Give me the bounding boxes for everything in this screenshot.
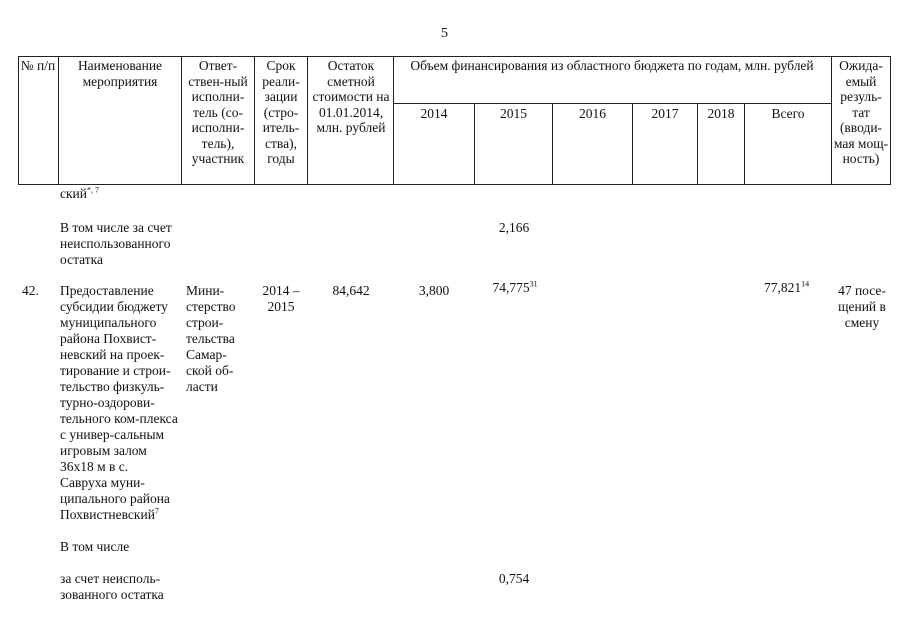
- item-2015: 74,775$^{31}$: [492, 279, 538, 295]
- column-divider: [307, 56, 308, 185]
- row-divider: [393, 103, 831, 104]
- header-year-2015: 2015: [500, 106, 527, 121]
- continuation-tail: ский$^{*, 7}$: [60, 185, 99, 201]
- item-name: Предоставление субсидии бюджету муниципального района Похвист-невский на проек-тирование и строи-тельство физкуль-турно-оздорови-тельного ком-плекса с универ-сальным игровым залом 36х18 м в с. Савруха муни-ципального района Похвистневский$^7$: [60, 283, 178, 522]
- header-total: Всего: [771, 106, 805, 121]
- unused-balance-label-2: за счет неисполь-зованного остатка: [60, 571, 164, 602]
- including-label: В том числе: [60, 539, 130, 554]
- header-balance: Остаток сметной стоимости на 01.01.2014, млн. рублей: [312, 58, 390, 135]
- item-term: 2014 – 2015: [262, 283, 300, 314]
- item-executor: Мини-стерство строи-тельства Самар-ской об-ласти: [186, 283, 236, 394]
- header-year-2014: 2014: [420, 106, 448, 121]
- column-divider: [181, 56, 182, 185]
- header-no: № п/п: [20, 58, 56, 73]
- header-result: Ожида-емый резуль-тат (вводи-мая мощ-ность): [833, 58, 889, 166]
- header-year-2016: 2016: [579, 106, 606, 121]
- header-name: Наименование мероприятия: [77, 58, 163, 89]
- page-number: 5: [441, 26, 448, 41]
- item-balance: 84,642: [332, 283, 370, 298]
- column-divider: [831, 56, 832, 185]
- column-divider: [254, 56, 255, 185]
- header-funding-group: Объем финансирования из областного бюджета по годам, млн. рублей: [410, 58, 814, 73]
- item-result: 47 посе-щений в смену: [838, 283, 886, 330]
- item-2014: 3,800: [418, 283, 450, 298]
- header-year-2018: 2018: [707, 106, 735, 121]
- unused-balance-label: В том числе за счет неиспользованного остатка: [60, 220, 172, 267]
- unused-balance-value-2: 0,754: [498, 571, 530, 586]
- column-divider: [58, 56, 59, 185]
- item-total: 77,821$^{14}$: [764, 279, 810, 295]
- unused-balance-value: 2,166: [498, 220, 530, 235]
- item-number: 42.: [22, 283, 39, 298]
- header-executor: Ответ-ствен-ный исполни-тель (со-исполни-тель), участник: [188, 58, 248, 166]
- header-term: Срок реали-зации (стро-итель-ства), годы: [262, 58, 300, 166]
- header-year-2017: 2017: [651, 106, 679, 121]
